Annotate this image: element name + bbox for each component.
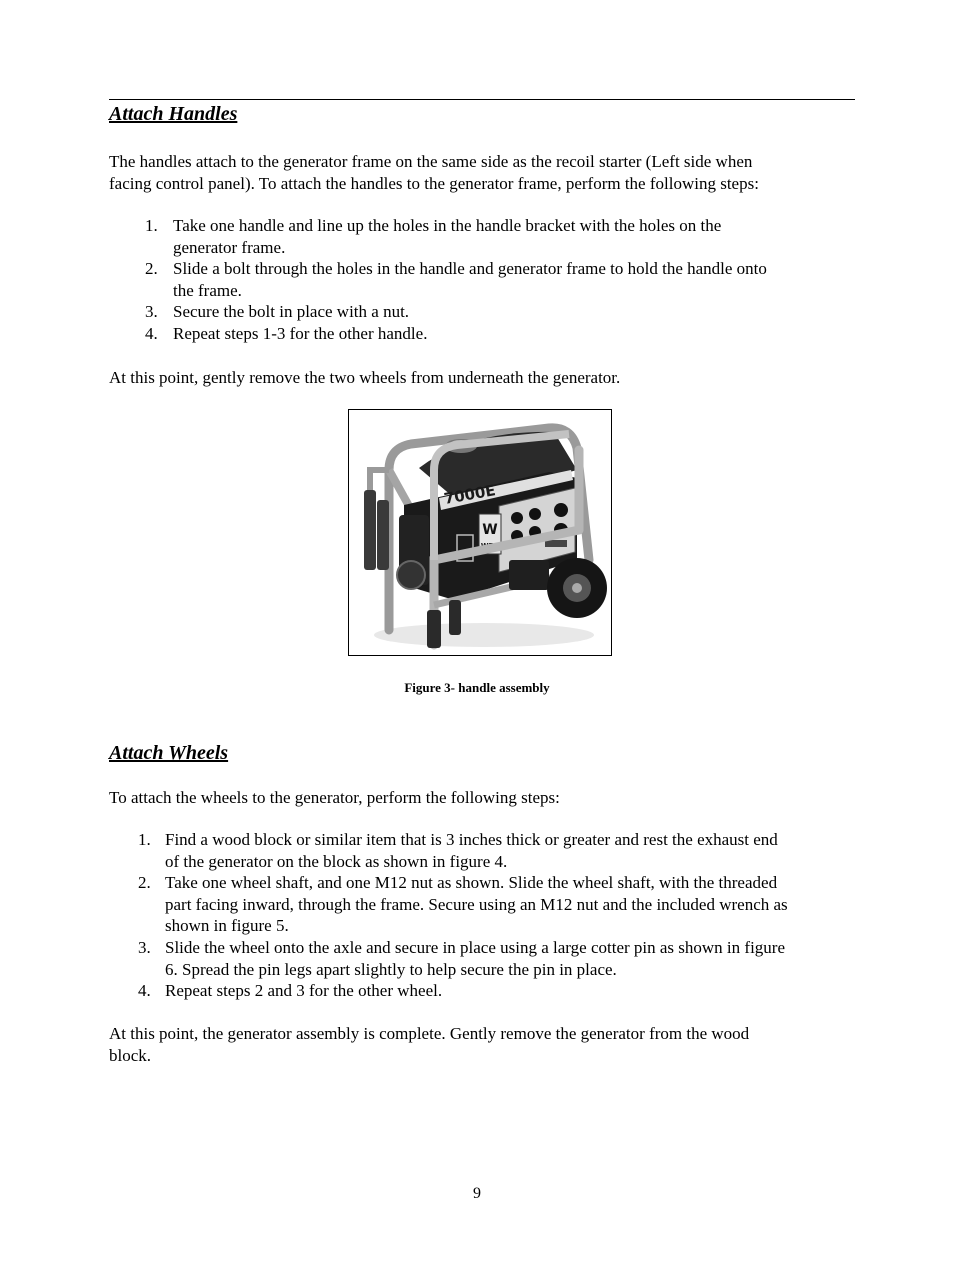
handles-intro-line-1: The handles attach to the generator frame on the same side as the recoil starter (Left side when (109, 152, 753, 171)
list-item-text: shown in figure 5. (165, 916, 289, 936)
handles-after-text: At this point, gently remove the two wheels from underneath the generator. (109, 368, 621, 387)
list-item-text: Repeat steps 1-3 for the other handle. (173, 323, 428, 343)
list-item-number: 4. (138, 981, 151, 1001)
list-item-number: 1. (145, 216, 158, 235)
generator-figure (348, 409, 612, 656)
wheels-intro: To attach the wheels to the generator, perform the following steps: (109, 788, 560, 807)
list-item-text: Slide the wheel onto the axle and secure in place using a large cotter pin as shown in figure (165, 937, 785, 957)
svg-text:W: W (482, 522, 498, 538)
list-item-text: 6. Spread the pin legs apart slightly to help secure the pin in place. (165, 959, 617, 979)
list-item (145, 323, 855, 345)
handles-intro (109, 151, 855, 194)
list-item (145, 301, 855, 323)
handles-steps-list (145, 215, 855, 345)
wheels-after-line-2: block. (109, 1045, 152, 1065)
model-label: 7000E (442, 481, 497, 508)
list-item (145, 215, 855, 258)
wheels-after-line-1: At this point, the generator assembly is complete. Gently remove the generator from the wood (109, 1024, 750, 1043)
list-item (138, 829, 855, 872)
list-item-text: Secure the bolt in place with a nut. (173, 302, 410, 322)
brand-label: WEN (480, 542, 500, 550)
list-item-text: Repeat steps 2 and 3 for the other wheel. (165, 981, 443, 1001)
list-item (145, 258, 855, 301)
list-item-text: generator frame. (173, 237, 286, 257)
list-item-number: 1. (138, 830, 151, 849)
heading-attach-handles: Attach Handles (109, 103, 238, 125)
list-item (138, 872, 855, 937)
heading-attach-wheels: Attach Wheels (109, 742, 229, 764)
wheels-steps-list (138, 829, 855, 1002)
list-item-number: 3. (145, 302, 158, 322)
list-item (138, 980, 855, 1002)
list-item-number: 2. (138, 873, 151, 893)
list-item (138, 937, 855, 980)
generator-illustration (349, 410, 610, 654)
list-item-number: 4. (145, 323, 158, 343)
list-item-text: the frame. (173, 280, 242, 300)
list-item-number: 2. (145, 259, 158, 279)
wheels-after (109, 1023, 855, 1066)
list-item-text: Slide a bolt through the holes in the handle and generator frame to hold the handle onto (173, 259, 767, 279)
list-item-text: Take one handle and line up the holes in the handle bracket with the holes on the (173, 216, 722, 235)
list-item-text: of the generator on the block as shown in figure 4. (165, 851, 508, 871)
list-item-text: Find a wood block or similar item that is 3 inches thick or greater and rest the exhaust end (165, 830, 778, 849)
handles-intro-line-2: facing control panel). To attach the handles to the generator frame, perform the following steps: (109, 173, 759, 193)
list-item-number: 3. (138, 937, 151, 957)
list-item-text: Take one wheel shaft, and one M12 nut as shown. Slide the wheel shaft, with the threaded (165, 873, 778, 893)
list-item-text: part facing inward, through the frame. Secure using an M12 nut and the included wrench as (165, 894, 788, 914)
page-number: 9 (473, 1185, 481, 1202)
figure-caption: Figure 3- handle assembly (404, 680, 550, 695)
header-rule (109, 99, 855, 100)
